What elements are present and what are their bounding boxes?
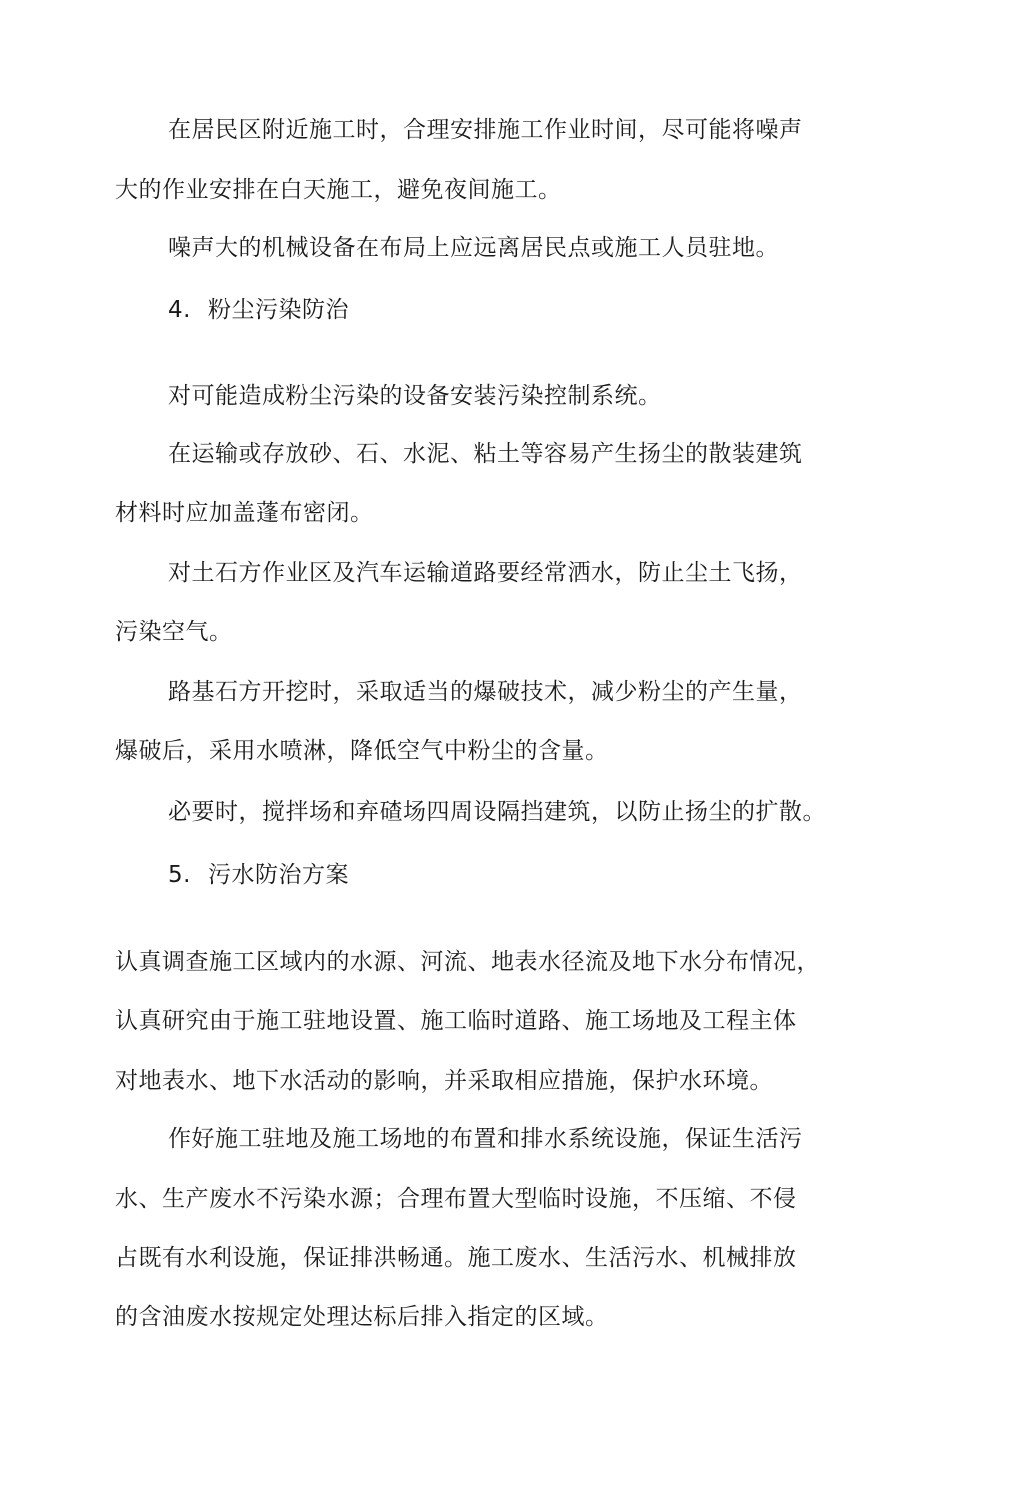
paragraph-line: 在运输或存放砂、石、水泥、粘土等容易产生扬尘的散装建筑 (168, 441, 803, 467)
section-title: 粉尘污染防治 (208, 297, 349, 323)
paragraph-line: 污染空气。 (115, 619, 233, 645)
paragraph-line: 必要时，搅拌场和弃碴场四周设隔挡建筑，以防止扬尘的扩散。 (168, 799, 826, 825)
paragraph-line: 材料时应加盖蓬布密闭。 (115, 500, 374, 526)
section-title: 污水防治方案 (208, 862, 349, 888)
section-heading-4 (168, 295, 349, 325)
paragraph-line: 的含油废水按规定处理达标后排入指定的区域。 (115, 1304, 609, 1330)
paragraph-line: 水、生产废水不污染水源；合理布置大型临时设施，不压缩、不侵 (115, 1186, 797, 1212)
section-heading-5 (168, 860, 349, 890)
paragraph-line: 路基石方开挖时，采取适当的爆破技术，减少粉尘的产生量， (168, 679, 803, 705)
paragraph-line: 爆破后，采用水喷淋，降低空气中粉尘的含量。 (115, 738, 609, 764)
paragraph-line: 对地表水、地下水活动的影响，并采取相应措施，保护水环境。 (115, 1068, 773, 1094)
paragraph-line: 认真调查施工区域内的水源、河流、地表水径流及地下水分布情况， (115, 949, 820, 975)
paragraph-line: 大的作业安排在白天施工，避免夜间施工。 (115, 177, 562, 203)
paragraph-line: 认真研究由于施工驻地设置、施工临时道路、施工场地及工程主体 (115, 1008, 797, 1034)
section-number: 5. (168, 862, 191, 888)
paragraph-line: 噪声大的机械设备在布局上应远离居民点或施工人员驻地。 (168, 235, 779, 261)
paragraph-line: 作好施工驻地及施工场地的布置和排水系统设施，保证生活污 (168, 1126, 803, 1152)
paragraph-line: 在居民区附近施工时，合理安排施工作业时间，尽可能将噪声 (168, 117, 803, 143)
section-number: 4. (168, 297, 191, 323)
paragraph-line: 对可能造成粉尘污染的设备安装污染控制系统。 (168, 383, 662, 409)
paragraph-line: 占既有水利设施，保证排洪畅通。施工废水、生活污水、机械排放 (115, 1245, 797, 1271)
paragraph-line: 对土石方作业区及汽车运输道路要经常洒水，防止尘土飞扬， (168, 560, 803, 586)
